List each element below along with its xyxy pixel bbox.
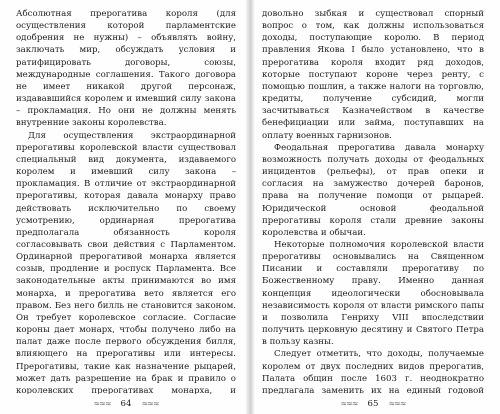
right-page-number: 65 [367, 399, 379, 409]
right-page-number-row [262, 398, 484, 410]
left-paragraph-1: Абсолютная прерогатива короля (для осуществления которой парламентские одобрения не нужны) – объявлять войну, заключать мир, обсуждать условия и ратифицировать договоры, союзы, международные соглашения. Такого договора не имеет никакой другой персонаж, издававшийся королем и имевший силу закона – прокламация. Но они не должны менять внутренние законы королевства. [16, 9, 236, 129]
left-ornament-left: ≈≈≈ [93, 399, 111, 408]
left-page-number-row [16, 398, 236, 410]
right-paragraph-3: Некоторые полномочия королевской власти прерогативы основывались на Священном Писании и составляли прерогативу по Божественному праву. Именно данная концепция идеологически обосновывала независимость короля от власти римского папы и позволила Генриху VIII впоследствии получить церковную десятину и Святого Петра в пользу казны. [262, 239, 484, 348]
book-gutter [246, 0, 254, 414]
left-page [16, 8, 236, 394]
right-paragraph-4 [262, 348, 484, 394]
right-ornament-left: ≈≈≈ [340, 399, 358, 408]
right-paragraph-2: Феодальная прерогатива давала монарху возможность получать доходы от феодальных инцидентов (рельефы), от прав опеки и согласия на замужество дочерей баронов, права на получение помощи от рыцарей. Юридической основой феодальной прерогативы короля стали древние законы королевства и обычаи. [262, 142, 484, 238]
left-paragraph-2: Для осуществления экстраординарной прерогативы королевской власти существовал специальный вид документа, издаваемого королем и имевший силу закона – прокламация. В отличие от экстраординарной прерогативы, которая давала монарху право действовать исключительно по своему усмотрению, ординарная прерогатива предполагала обязанность короля согласовывать свои действия с Парламентом. Ординарной прерогативой монарха является созыв, продление и роспуск Парламента. Все законодательные акты принимаются во имя монарха, и прерогатива вето является его правом. Без него билль не становится законом. Он требует королевское согласие. Согласие короны дает монарх, чтобы получено либо на палат даже после первого обсуждения билля, влияющего на прерогативы или интересы. Прерогативы, такие как назначение рыцарей, может дать разрешение на брак и правило о королевских прерогативах монарха, и [16, 130, 236, 394]
right-paragraph-1: довольно зыбкая и существовал спорный вопрос о том, как должны использоваться доходы, поступающие королю. В период правления Якова I было установлено, что в прерогатива короля входит ряд доходов, которые поступают короне через ренту, с помощью пошлин, а также налоги на торговлю, кредиты, получение субсидий, могли засчитываться Казначейством в качестве бенефициации или займа, поступавших на оплату военных гарнизонов. [262, 9, 484, 141]
left-page-number: 64 [120, 399, 132, 409]
right-ornament-right: ≈≈≈ [388, 399, 406, 408]
left-ornament-right: ≈≈≈ [141, 399, 159, 408]
right-page [262, 8, 484, 394]
right-paragraph-4-text: Следует отметить, что доходы, получаемые королем от двух последних видов прерогатив, Палата общин после 1603 г. неоднократно предлагала заменить их на единый годовой [262, 349, 484, 394]
